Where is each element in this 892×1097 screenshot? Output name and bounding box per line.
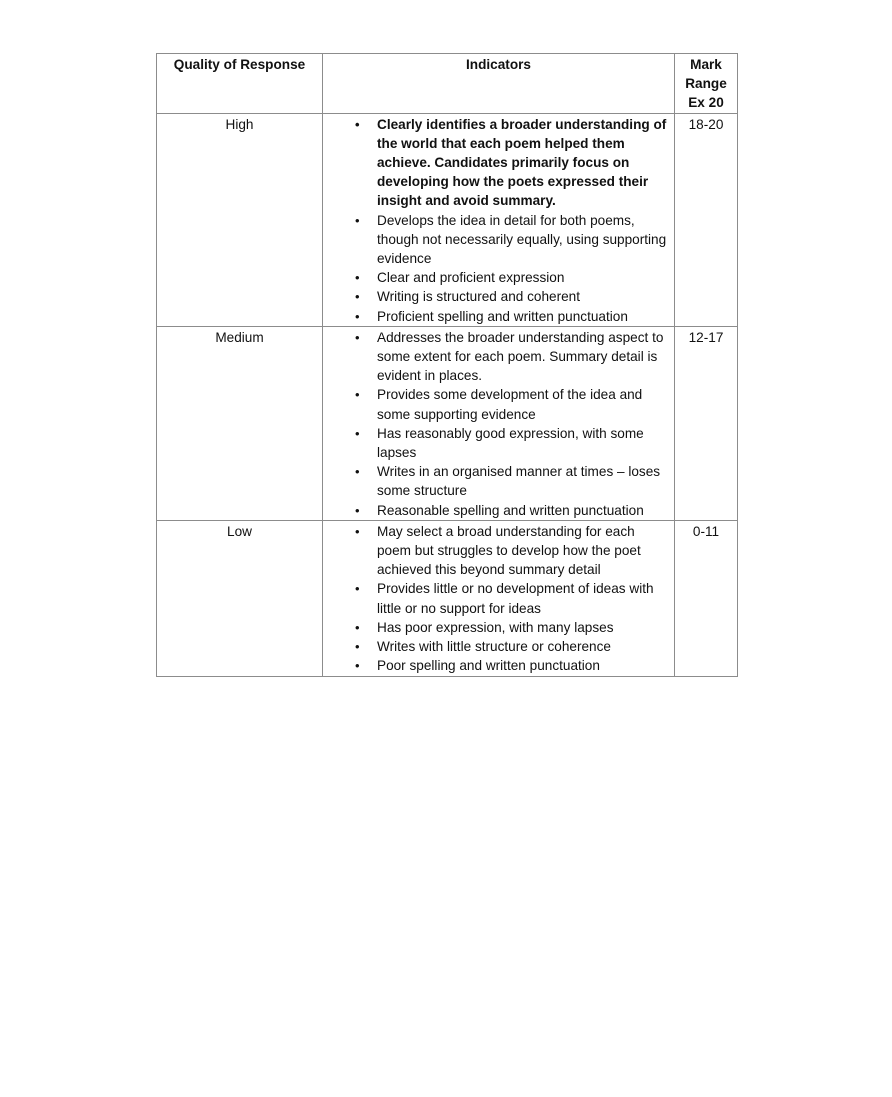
mark-range-cell: 12-17 bbox=[675, 326, 738, 520]
indicator-list bbox=[325, 115, 672, 326]
indicator-item: • May select a broad understanding for each poem but struggles to develop how the poet achieved this beyond summary detail bbox=[325, 522, 672, 580]
indicator-item: • Writes with little structure or coherence bbox=[325, 637, 672, 656]
indicator-item: • Provides some development of the idea and some supporting evidence bbox=[325, 385, 672, 423]
indicators-cell bbox=[323, 326, 675, 520]
indicator-item: • Has reasonably good expression, with some lapses bbox=[325, 424, 672, 462]
header-indicators: Indicators bbox=[323, 54, 675, 114]
header-mark-range bbox=[675, 54, 738, 114]
header-quality-of-response: Quality of Response bbox=[157, 54, 323, 114]
indicator-item: • Proficient spelling and written punctuation bbox=[325, 307, 672, 326]
header-mark-line-1: Mark bbox=[690, 57, 722, 72]
table-row-low bbox=[157, 520, 738, 676]
indicators-cell bbox=[323, 520, 675, 676]
header-mark-line-2: Range bbox=[685, 76, 727, 92]
indicator-item: • Provides little or no development of ideas with little or no support for ideas bbox=[325, 579, 672, 617]
indicator-item: • Develops the idea in detail for both poems, though not necessarily equally, using supporting evidence bbox=[325, 211, 672, 269]
indicators-cell bbox=[323, 113, 675, 326]
indicator-item: • Has poor expression, with many lapses bbox=[325, 618, 672, 637]
mark-range-cell: 18-20 bbox=[675, 113, 738, 326]
marking-rubric-table bbox=[156, 53, 738, 677]
table-row-medium bbox=[157, 326, 738, 520]
table-row-high bbox=[157, 113, 738, 326]
indicator-item: • Clear and proficient expression bbox=[325, 268, 672, 287]
header-mark-line-3: Ex 20 bbox=[688, 95, 724, 111]
indicator-item: • Addresses the broader understanding aspect to some extent for each poem. Summary detail is evident in places. bbox=[325, 328, 672, 386]
indicator-list bbox=[325, 328, 672, 520]
indicator-item: • Poor spelling and written punctuation bbox=[325, 656, 672, 675]
indicator-list bbox=[325, 522, 672, 676]
mark-range-cell: 0-11 bbox=[675, 520, 738, 676]
quality-cell: Medium bbox=[157, 326, 323, 520]
quality-cell: High bbox=[157, 113, 323, 326]
header-row bbox=[157, 54, 738, 114]
indicator-item: • Writing is structured and coherent bbox=[325, 287, 672, 306]
indicator-item: • Clearly identifies a broader understanding of the world that each poem helped them achieve. Candidates primarily focus on developing how the poets expressed their insight and avoid summary. bbox=[325, 115, 672, 211]
indicator-item: • Writes in an organised manner at times – loses some structure bbox=[325, 462, 672, 500]
indicator-item: • Reasonable spelling and written punctuation bbox=[325, 501, 672, 520]
quality-cell: Low bbox=[157, 520, 323, 676]
